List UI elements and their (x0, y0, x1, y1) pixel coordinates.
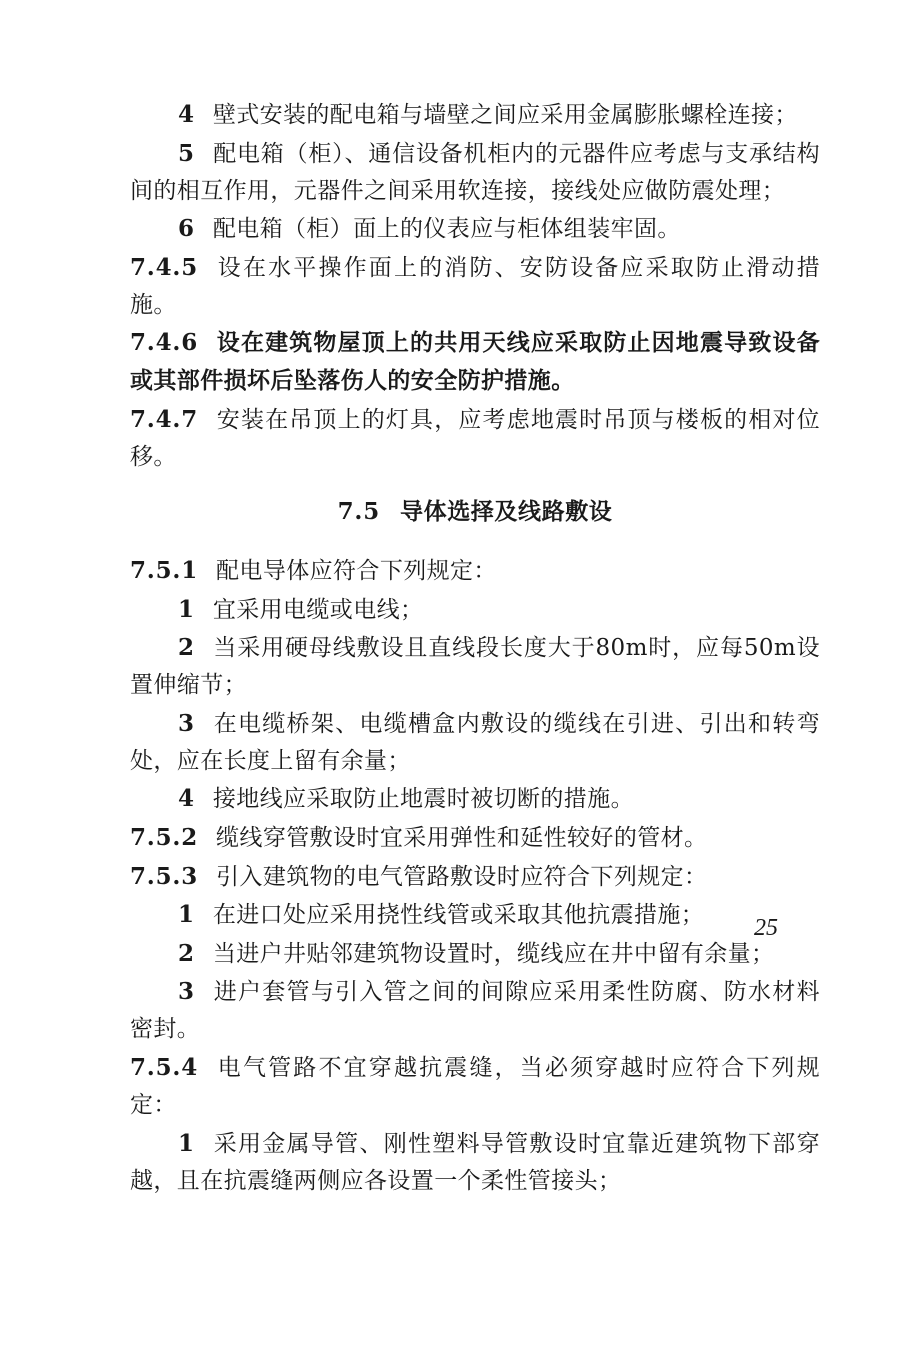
clause-number: 7.5.3 (130, 862, 199, 890)
item-text: 配电箱（柜）、通信设备机柜内的元器件应考虑与支承结构间的相互作用，元器件之间采用软连接，接线处应做防震处理； (130, 140, 820, 204)
clause-text: 设在建筑物屋顶上的共用天线应采取防止因地震导致设备或其部件损坏后坠落伤人的安全防护措施。 (130, 329, 820, 395)
page-body (130, 96, 820, 1200)
item-text: 当进户井贴邻建筑物设置时，缆线应在井中留有余量； (212, 940, 775, 967)
clause-7-5-2 (130, 819, 820, 857)
clause-number: 7.4.5 (130, 253, 199, 281)
item-1-conduit (130, 1125, 820, 1200)
item-1-entrance (130, 896, 820, 934)
item-text: 接地线应采取防止地震时被切断的措施。 (212, 786, 635, 813)
clause-7-4-6 (130, 324, 820, 400)
clause-text: 缆线穿管敷设时宜采用弹性和延性较好的管材。 (216, 824, 708, 851)
item-2-busbar (130, 629, 820, 704)
item-text: 在进口处应采用挠性线管或采取其他抗震措施； (212, 902, 705, 929)
clause-text: 引入建筑物的电气管路敷设时应符合下列规定： (216, 863, 708, 890)
item-number: 2 (178, 634, 195, 662)
clause-7-5-1 (130, 552, 820, 590)
clause-number: 7.4.7 (130, 405, 199, 433)
item-5-components (130, 135, 820, 210)
page-number: 25 (754, 915, 778, 941)
item-number: 4 (178, 101, 195, 128)
clause-number: 7.4.6 (130, 329, 199, 357)
item-number: 4 (178, 785, 195, 813)
item-number: 6 (178, 215, 195, 243)
clause-number: 7.5.2 (130, 823, 199, 851)
section-heading: 导体选择及线路敷设 (400, 497, 613, 525)
item-3-sleeve (130, 973, 820, 1048)
item-text: 当采用硬母线敷设且直线段长度大于80m时，应每50m设置伸缩节； (130, 635, 820, 699)
clause-7-4-7 (130, 401, 820, 476)
section-title-7-5 (130, 493, 820, 530)
item-4-grounding (130, 780, 820, 818)
clause-7-5-3 (130, 858, 820, 896)
clause-text: 设在水平操作面上的消防、安防设备应采取防止滑动措施。 (130, 254, 820, 318)
item-number: 1 (178, 1129, 195, 1157)
item-1-cable (130, 591, 820, 629)
item-number: 1 (178, 901, 195, 929)
item-text: 宜采用电缆或电线； (212, 596, 424, 623)
clause-text: 配电导体应符合下列规定： (216, 557, 497, 584)
item-2-shaft (130, 935, 820, 973)
clause-7-5-4 (130, 1049, 820, 1124)
item-number: 2 (178, 939, 195, 967)
clause-number: 7.5.4 (130, 1053, 199, 1081)
item-4-wall-mount (130, 96, 820, 134)
clause-text: 电气管路不宜穿越抗震缝，当必须穿越时应符合下列规定： (130, 1054, 820, 1118)
item-number: 1 (178, 595, 195, 623)
item-number: 3 (178, 709, 195, 737)
item-text: 配电箱（柜）面上的仪表应与柜体组装牢固。 (212, 216, 681, 243)
clause-number: 7.5.1 (130, 556, 199, 584)
section-number: 7.5 (337, 497, 380, 525)
clause-text: 安装在吊顶上的灯具，应考虑地震时吊顶与楼板的相对位移。 (130, 406, 820, 470)
item-3-cable-tray (130, 705, 820, 780)
item-number: 3 (178, 978, 195, 1006)
clause-7-4-5 (130, 249, 820, 324)
item-6-instruments (130, 210, 820, 248)
item-text: 在电缆桥架、电缆槽盒内敷设的缆线在引进、引出和转弯处，应在长度上留有余量； (130, 710, 820, 774)
item-text: 壁式安装的配电箱与墙壁之间应采用金属膨胀螺栓连接； (212, 102, 798, 128)
item-text: 采用金属导管、刚性塑料导管敷设时宜靠近建筑物下部穿越，且在抗震缝两侧应各设置一个柔性管接头； (130, 1130, 820, 1194)
item-text: 进户套管与引入管之间的间隙应采用柔性防腐、防水材料密封。 (130, 979, 820, 1043)
item-number: 5 (178, 139, 195, 167)
